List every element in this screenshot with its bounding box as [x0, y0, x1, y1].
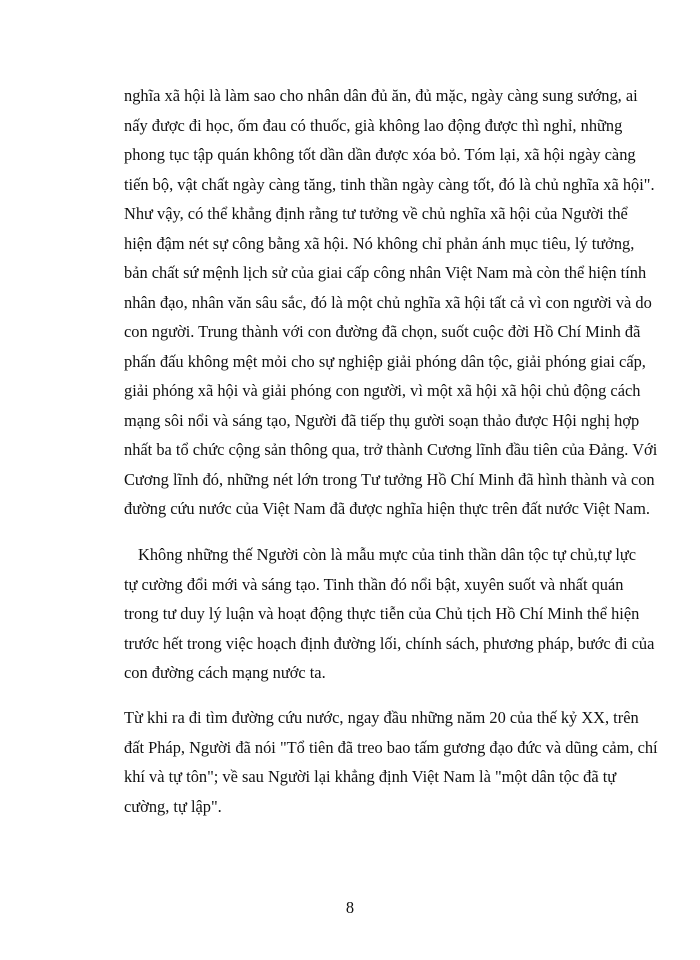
paragraph-1	[124, 81, 658, 524]
paragraph-line: tự cường đổi mới và sáng tạo. Tinh thần đó nổi bật, xuyên suốt và nhất quán	[124, 574, 624, 594]
paragraph-line: hiện đậm nét sự công bằng xã hội. Nó không chỉ phản ánh mục tiêu, lý tưởng,	[124, 233, 635, 253]
paragraph-line: con đường cách mạng nước ta.	[124, 663, 326, 682]
paragraph-line: đất Pháp, Người đã nói "Tổ tiên đã treo bao tấm gương đạo đức và dũng cảm, chí	[124, 737, 658, 757]
paragraph-line: bản chất sứ mệnh lịch sử của giai cấp công nhân Việt Nam mà còn thể hiện tính	[124, 263, 647, 282]
paragraph-line: nhất ba tổ chức cộng sản thông qua, trở thành Cương lĩnh đầu tiên của Đảng. Với	[124, 440, 658, 459]
paragraph-line: mạng sôi nổi và sáng tạo, Người đã tiếp thụ gười soạn thảo được Hội nghị hợp	[124, 410, 640, 430]
paragraph-line: đường cứu nước của Việt Nam đã được nghĩa hiện thực trên đất nước Việt Nam.	[124, 499, 650, 518]
paragraph-line: Như vậy, có thể khẳng định rằng tư tưởng về chủ nghĩa xã hội của Người thể	[124, 204, 628, 223]
paragraph-line: Từ khi ra đi tìm đường cứu nước, ngay đầu những năm 20 của thế kỷ XX, trên	[124, 708, 639, 727]
paragraph-line: giải phóng xã hội và giải phóng con người, vì một xã hội xã hội chủ động cách	[124, 381, 641, 400]
page-number: 8	[345, 898, 355, 917]
paragraph-line: trước hết trong việc hoạch định đường lối, chính sách, phương pháp, bước đi của	[124, 633, 655, 653]
paragraph-line: tiến bộ, vật chất ngày càng tăng, tinh thần ngày càng tốt, đó là chủ nghĩa xã hội".	[124, 174, 655, 194]
paragraph-line: con người. Trung thành với con đường đã chọn, suốt cuộc đời Hồ Chí Minh đã	[124, 322, 641, 341]
paragraph-line: phấn đấu không mệt mỏi cho sự nghiệp giải phóng dân tộc, giải phóng giai cấp,	[124, 351, 646, 371]
paragraph-line: khí và tự tôn"; về sau Người lại khẳng định Việt Nam là "một dân tộc đã tự	[124, 767, 617, 786]
paragraph-2	[124, 540, 655, 688]
paragraph-line: cường, tự lập".	[124, 796, 222, 816]
paragraph-line: nhân đạo, nhân văn sâu sắc, đó là một chủ nghĩa xã hội tất cả vì con người và do	[124, 292, 652, 312]
paragraph-line: phong tục tập quán không tốt dần dần được xóa bỏ. Tóm lại, xã hội ngày càng	[124, 145, 636, 164]
paragraph-line: trong tư duy lý luận và hoạt động thực tiễn của Chủ tịch Hồ Chí Minh thể hiện	[124, 604, 640, 623]
paragraph-line: nấy được đi học, ốm đau có thuốc, già không lao động được thì nghỉ, những	[124, 115, 623, 135]
paragraph-line: Cương lĩnh đó, những nét lớn trong Tư tưởng Hồ Chí Minh đã hình thành và con	[124, 469, 655, 489]
paragraph-3	[124, 703, 658, 821]
paragraph-line: Không những thế Người còn là mẫu mực của tinh thần dân tộc tự chủ,tự lực	[138, 545, 637, 564]
paragraph-line: nghĩa xã hội là làm sao cho nhân dân đủ ăn, đủ mặc, ngày càng sung sướng, ai	[124, 86, 638, 105]
